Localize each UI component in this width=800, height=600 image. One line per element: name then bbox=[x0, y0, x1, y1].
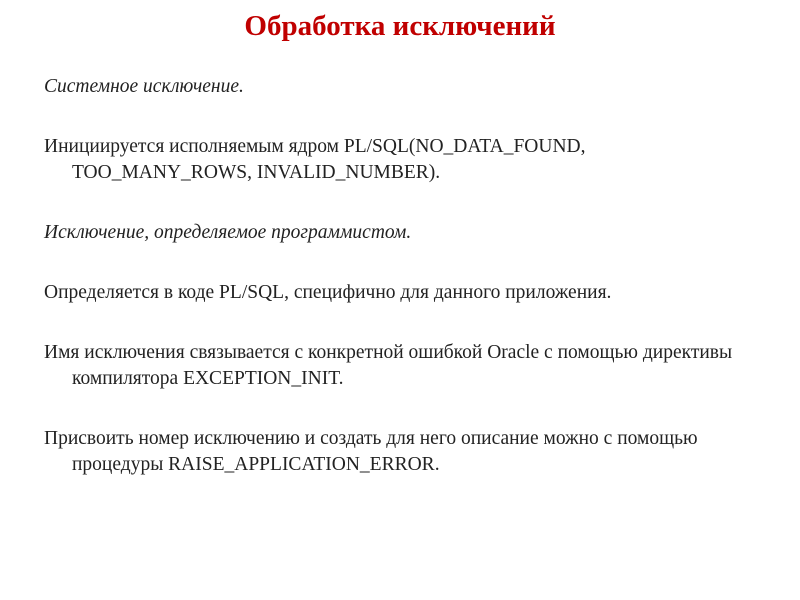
slide-body bbox=[44, 74, 764, 478]
paragraph-user-exception-heading: Исключение, определяемое программистом. bbox=[44, 222, 412, 243]
paragraph-system-exception-description: Инициируется исполняемым ядром PL/SQL(NO_DATA_FOUND, TOO_MANY_ROWS, INVALID_NUMBER). bbox=[44, 136, 586, 183]
paragraph-exception-init: Имя исключения связывается с конкретной ошибкой Oracle с помощью директивы компилятора EXCEPTION_INIT. bbox=[44, 342, 733, 389]
paragraph-user-exception-description: Определяется в коде PL/SQL, специфично для данного приложения. bbox=[44, 282, 612, 303]
paragraph-raise-application-error: Присвоить номер исключению и создать для него описание можно с помощью процедуры RAISE_APPLICATION_ERROR. bbox=[44, 428, 698, 475]
slide-title: Обработка исключений bbox=[244, 10, 556, 42]
paragraph-system-exception-heading: Системное исключение. bbox=[44, 76, 244, 97]
